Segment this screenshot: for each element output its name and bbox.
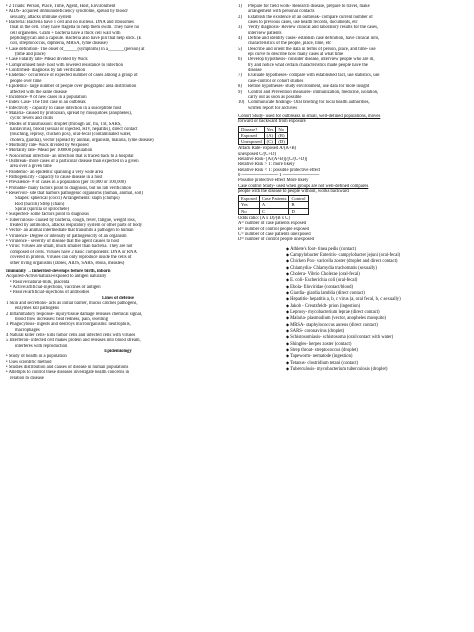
disease-item: ◆ Tetanus- clostridium tetani (contact) [286,360,468,366]
disease-item: ◆ MRSA- staphylococcus aureus (direct contact) [286,322,468,328]
cohort-intro-2: forward or backward from exposure [238,119,306,125]
case-control-intro-2: people with the disease to people without, works backward [238,188,349,194]
left-line: 4 Natural killer cells- kills tumor cells and infected cells with viruses [6,332,136,338]
table-cell: Unexposed [239,138,265,144]
step-text: cases to previous cases, use health records, documents, etc [248,20,358,26]
disease-list [238,246,468,373]
disease-item: ◆ Cholera- Vibrio Cholerae (oral-fecal) [286,271,468,277]
left-line: cell organelles. Gram + bacteria have a thick cell wall with [10,30,121,36]
step-text: Establish the existence of an outbreak- compare current number of [248,14,373,20]
left-line: • Endemic- occurrence of expected number of cases among a group of [6,73,230,78]
left-line: area over a given time [10,164,52,170]
step-text: characteristics of the people, place, time, etc [248,41,332,47]
step-text: arrangement with personal contacts [248,9,315,15]
formula-line: C= number of case patients unexposed [238,231,311,237]
left-line: (touching, leprosy, chicken pox), oral-fecal (contaminated water, [10,132,132,138]
step-number: 7) [238,73,242,79]
disease-item: ◆ Tapeworm- nematode (ingestion) [286,353,468,359]
table-cell: A [259,202,289,208]
left-line: treated by antibiotics, attacks respiratory system or other parts of body [10,223,143,229]
table-cell: Control [289,196,308,202]
disease-item: ◆ Hepatitis- hepatitis a, b, c virus (a, oral fecal, b, c sexually) [286,296,468,302]
left-line: interferes with reproduction [15,343,68,349]
disease-item: ◆ Strep throat- streptococcus (droplet) [286,347,468,353]
table-row [239,208,309,214]
step-text: epi curve to describe how many cases at what time [248,52,344,58]
step-text: Communicate findings- Oral briefing for local health authorities, [248,100,370,106]
left-line: • Confirmed- diagnosis by lab verification [6,68,230,73]
step-text: carry out as soon as possible [248,94,302,100]
left-line: • Infectivity - capacity to cause infection in a susceptible host [6,106,230,111]
table-row [239,196,309,202]
left-line: covered in protein. Viruses can only reproduce inside the cells of [10,255,132,261]
left-line: • Pandemic- an epidemic spanning a very wide area [6,170,230,175]
step-text: Evaluate hypotheses- compare with established fact, use statistics, use [248,73,380,79]
formula-line: Relative Risk- [A/(A+B)]/[C/(C+D)] [238,156,308,162]
disease-item: ◆ Jakob - Creutzfeldt- prion (ingestion) [286,303,468,309]
left-line: • Passive/natural-milk, placenta [6,280,230,285]
left-line: • Index Case- The first case in an outbreak [6,100,230,105]
formula-line: A= number of case patients exposed [238,221,307,227]
disease-item: ◆ E. coli- Escherichia coli (oral-fecal) [286,277,468,283]
left-line: • Virulence- Degree or intensity of pathogenicity of an organism [6,234,230,239]
left-line: • Compromised host- host with lowered resistance to infection [6,63,230,68]
step-text: Define and identify cases- establish case definition, have clinical info, [248,36,380,42]
left-line: • Tuberculosis- caused by bacteria, cough, fever, fatigue, weight loss, [6,218,230,223]
formula-line: Possible protective effect More likely [238,178,309,184]
disease-item: ◆ Schistosomiasis- schistosoma (oral/contact with water) [286,334,468,340]
disease-item: ◆ Leprosy- mycobacterium leprae (direct contact) [286,309,468,315]
left-line: people over time [10,78,42,84]
step-text: disease [248,68,262,74]
step-number: 9) [238,89,242,95]
left-line: (time and place) [15,52,46,58]
left-line: Shapes: spherical (cocci) Arrangements: staph (clumps) [15,196,120,202]
left-line: relation to disease [10,375,44,381]
step-number: 2) [238,14,242,20]
left-line: composed of cells. Viruses have 2 basic components: DNA or RNA [10,249,137,255]
formula-line: Odds ratio: (A x D)/(B x C) [238,215,290,221]
table-cell: (C) [264,138,276,144]
disease-item: ◆ Campylobacter Enteritis- campylobacter jejuni (oral-fecal) [286,252,468,258]
outbreak-investigation-steps [238,4,468,111]
step-text: interview patients [248,30,282,36]
step-text: Refine hypotheses- study environment, use data for more insight [248,84,370,90]
disease-item: ◆ Ebola- filoviridae (contact/blood) [286,284,468,290]
table-row [239,138,288,144]
left-line: • Epidemic- large number of people over geographic area distribution [6,84,230,89]
left-line: Acquired-Active/natural-exposed to antigen naturally [6,274,107,280]
cohort-intro-1: Cohort Study- used for outbreaks in small, well-defined populations, moves [238,113,381,119]
table-cell: No [239,208,260,214]
left-line: • Bacteria: Bacteria have 1 cell and no nucleus. DNA and ribosomes [6,20,230,25]
step-number: 5) [238,46,242,52]
formula-line: Relative Risk < 1: possible protective effect [238,167,321,173]
disease-item: ◆ SARS- coronavirus (droplet) [286,328,468,334]
left-line: • Probable- many factors point to diagnosis, but no lab verification [6,186,230,191]
step-number: 3) [238,25,242,31]
cohort-table [238,126,288,146]
left-line: • Case definition- The onset of______(symptoms) in a_______(person) at [6,47,230,52]
formula-line: B= number of control people exposed [238,226,309,232]
left-line: macrophages [15,327,40,333]
table-cell: B [289,202,308,208]
left-line: peptidoglycan and a capsule. Bacteria also have pili that help stick. (E [10,36,142,42]
table-cell: (D) [276,138,287,144]
table-cell: C [259,208,289,214]
left-line: • Virulence - severity of disease that the agent causes to host [6,239,230,244]
left-line: • Attempts to control these diseases investigate health concerns in [6,370,230,375]
step-text: Verify diagnosis- Review clinical and laboratory results for the cases, [248,25,379,31]
case-control-intro-1: Case control Study- used when groups are not well-defined compares [238,183,369,189]
left-line: coli, streptococcus, diphteria, MRSA, lyme disease) [10,41,108,47]
left-line: • Suspected- some factors point to diagnosis [6,212,230,217]
left-line: other living organisms (rabies, AIDS, SARS, ebola, measles) [10,260,125,266]
left-line: Rod (bacilli) Strep (chain) [15,201,65,207]
table-cell: (B) [276,132,287,138]
step-number: 6) [238,57,242,63]
disease-item: ◆ Giardia- giardia lamblia (direct contact) [286,290,468,296]
left-line: affected with the same disease [10,89,67,95]
disease-item: ◆ Athlete's foot- tinea pedis (contact) [286,246,468,252]
left-line: Spiral (spirilla or spirochete) [15,207,70,213]
left-line: Immunity →Inherited-develops before birth, inborn [6,268,111,274]
step-text: try and notice what certain characteristics made people have the [248,62,368,68]
step-text: Control and Prevention measures- immunization, medicine, isolation, [248,89,379,95]
formula-line: Relative Risk > 1: more likely [238,162,295,168]
left-line: • Reservoir- site that harbors pathogenic organisms (human, animal, soil) [6,191,230,196]
left-line: • Active/artificial-injections, vaccines of antigen [6,285,230,290]
left-line: • Uses scientific method [6,360,230,365]
case-control-table [238,195,309,215]
step-text: written report for archives [248,105,298,111]
cohort-formulas [238,146,468,183]
left-line: • Malaria- caused by protozoan, spread by mosquitoes (anopheles), [6,111,230,116]
step-number: 8) [238,84,242,90]
left-line: blood flow increases: heat redness, pain, swelling [15,316,108,322]
left-line: 5 Interferon- infected cell makes protein and releases into blood stream, [6,338,141,344]
left-line: • AIDS- acquired immunodeficiency syndrome, spread by blood/ [6,9,230,14]
disease-item: ◆ Chlamydia- Chlamydia trachomatis (sexually) [286,265,468,271]
left-line: Lines of defense [101,295,135,301]
step-text: case-control or cohort studies [248,78,304,84]
left-line: 3 Phagocytosis- ingests and destroys microorganisms: neutrophils, [6,322,131,328]
formula-line: 0 ─────────── 1 ─────────── [238,172,320,178]
table-cell: Exposed [239,196,260,202]
left-line: • Pathogenicity - capacity to cause disease in a host [6,175,230,180]
formula-line: Attack Rate- exposed A/(A+B) [238,146,297,152]
left-line: enzymes kill pathogens [15,306,60,312]
disease-item: ◆ Tuberculosis- mycobacterium tuberculosis (droplet) [286,366,468,372]
table-cell: Yes [239,202,260,208]
left-line: Epidemiology [104,349,132,354]
formula-line: D= number of control people unexposed [238,237,314,243]
disease-item: ◆ Chicken Pox- varicella zoster (droplet and direct contact) [286,258,468,264]
table-cell: D [289,208,308,214]
left-line: 2 Inflammatory response- injury/tissue damage releases chemical signal, [6,311,143,317]
table-cell: Exposed [239,132,265,138]
left-line: • Mortality rate- #dead per 100000 population [6,148,230,153]
left-line: • Passive/artificial-injections of antibodies [6,290,230,295]
left-line: float in the cell. They have flagella to help them swim. They have no [10,25,140,31]
left-line: • Modes of transmission: droplet (through air, flu, TB, SARS, [6,122,230,127]
left-line: • Outbreak- more cases of a particular disease than expected in a given [6,159,230,164]
disease-item: ◆ Malaria- plasmodium (vector, anopheles mosquito) [286,315,468,321]
table-cell: No [276,126,287,132]
left-column [6,4,230,381]
table-cell: (A) [264,132,276,138]
step-number: 4) [238,36,242,42]
left-line: • Virus: Viruses are small, much smaller than bacteria. They are not [6,244,230,249]
left-line: cyclic fevers and chills [10,116,54,122]
left-line: cholera, giardia), vector (spread by animal, organism, malaria, lyme disease) [10,137,154,143]
table-cell: Disease? [239,126,265,132]
left-line: • Studies distribution and causes of disease in human populations [6,365,230,370]
left-line: • Morbidity rate- #sick divided by #exposed [6,143,230,148]
step-number: 10) [238,100,245,106]
disease-item: ◆ Shingles- herpes zoster (contact) [286,341,468,347]
step-text: Develop hypothesis- consider disease, interview people who are ill, [248,57,375,63]
left-line: • Incidence- # of new cases in a population [6,95,230,100]
case-control-formulas [238,216,468,243]
left-line: • 2 Triads: Person, Place, Time, Agent, Host, Environment [6,4,230,9]
step-number: 1) [238,4,242,9]
left-line: • Case Fatality rate- #dead divided by #sick [6,57,230,62]
left-line: sexually, attacks immune system [10,14,72,20]
step-text: Describe and orient the data in terms of person, place, and time- use [248,46,376,52]
table-cell: Case Patients [259,196,289,202]
left-line: • Study of health in a population [6,354,230,359]
left-line: hantavirus), blood (sexual or injected, HIV, hepatitis), direct contact [10,126,138,132]
left-line: • Prevalence- # of cases in a population (per 10,000 or 100,000) [6,180,230,185]
table-cell: Yes [264,126,276,132]
right-column [238,4,468,372]
left-line: • Vector- an animal intermediate that transmits a pathogen to human [6,228,230,233]
left-line: 1 Skin and secretions- acts as initial barrier, mucus catches pathogens, [6,300,138,306]
formula-line: unexposed C/(C+D) [238,151,276,157]
step-text: Prepare for field work- Research disease, prepare to travel, make [248,4,370,9]
left-line: • Nosocomial infection- an infection that is traced back to a hospital [6,154,230,159]
